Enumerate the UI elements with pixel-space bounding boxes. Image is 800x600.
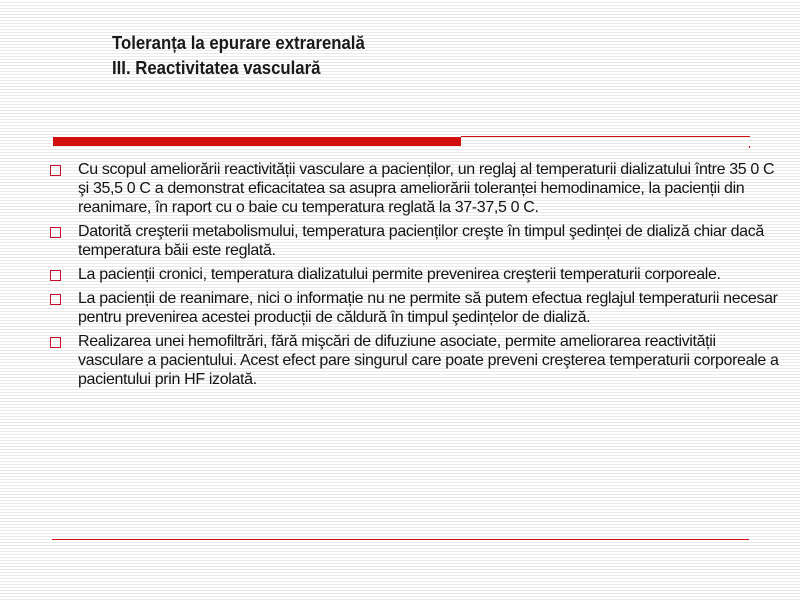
slide-title — [112, 31, 712, 81]
square-bullet-icon — [50, 227, 61, 238]
title-accent-tick — [749, 146, 750, 148]
bullet-text: La pacienții cronici, temperatura dializatului permite prevenirea creşterii temperaturii corporeale. — [78, 266, 721, 283]
bullet-item — [50, 332, 785, 389]
bullet-list — [50, 160, 785, 394]
bullet-text: Realizarea unei hemofiltrări, fără mişcări de difuziune asociate, permite ameliorarea reactivității vasculare a pacientului. Acest efect pare singurul care poate preveni creşterea temperaturii corporeale a pacientului prin HF izolată. — [78, 333, 779, 388]
title-line-subtitle: III. Reactivitatea vasculară — [112, 58, 321, 78]
square-bullet-icon — [50, 270, 61, 281]
bullet-text: La pacienții de reanimare, nici o informație nu ne permite să putem efectua reglajul temperaturii necesar pentru prevenirea acestei producții de căldură în timpul şedințelor de dializă. — [78, 290, 778, 326]
square-bullet-icon — [50, 165, 61, 176]
footer-divider — [52, 539, 749, 540]
bullet-item — [50, 289, 785, 327]
bullet-text: Cu scopul ameliorării reactivității vasculare a pacienților, un reglaj al temperaturii dializatului între 35 0 C şi 35,5 0 C a demonstrat eficacitatea sa asupra ameliorării toleranței hemodinamice, la pacienții din reanimare, în raport cu o baie cu temperatura reglată la 37-37,5 0 C. — [78, 161, 775, 216]
bullet-item — [50, 265, 785, 284]
bullet-item — [50, 160, 785, 217]
bullet-item — [50, 222, 785, 260]
title-accent-bar — [53, 137, 461, 146]
square-bullet-icon — [50, 294, 61, 305]
title-line-main: Toleranța la epurare extrarenală — [112, 33, 365, 53]
bullet-text: Datorită creşterii metabolismului, temperatura pacienților creşte în timpul şedinței de dializă chiar dacă temperatura băii este reglată. — [78, 223, 764, 259]
square-bullet-icon — [50, 337, 61, 348]
title-accent-line — [461, 136, 750, 137]
